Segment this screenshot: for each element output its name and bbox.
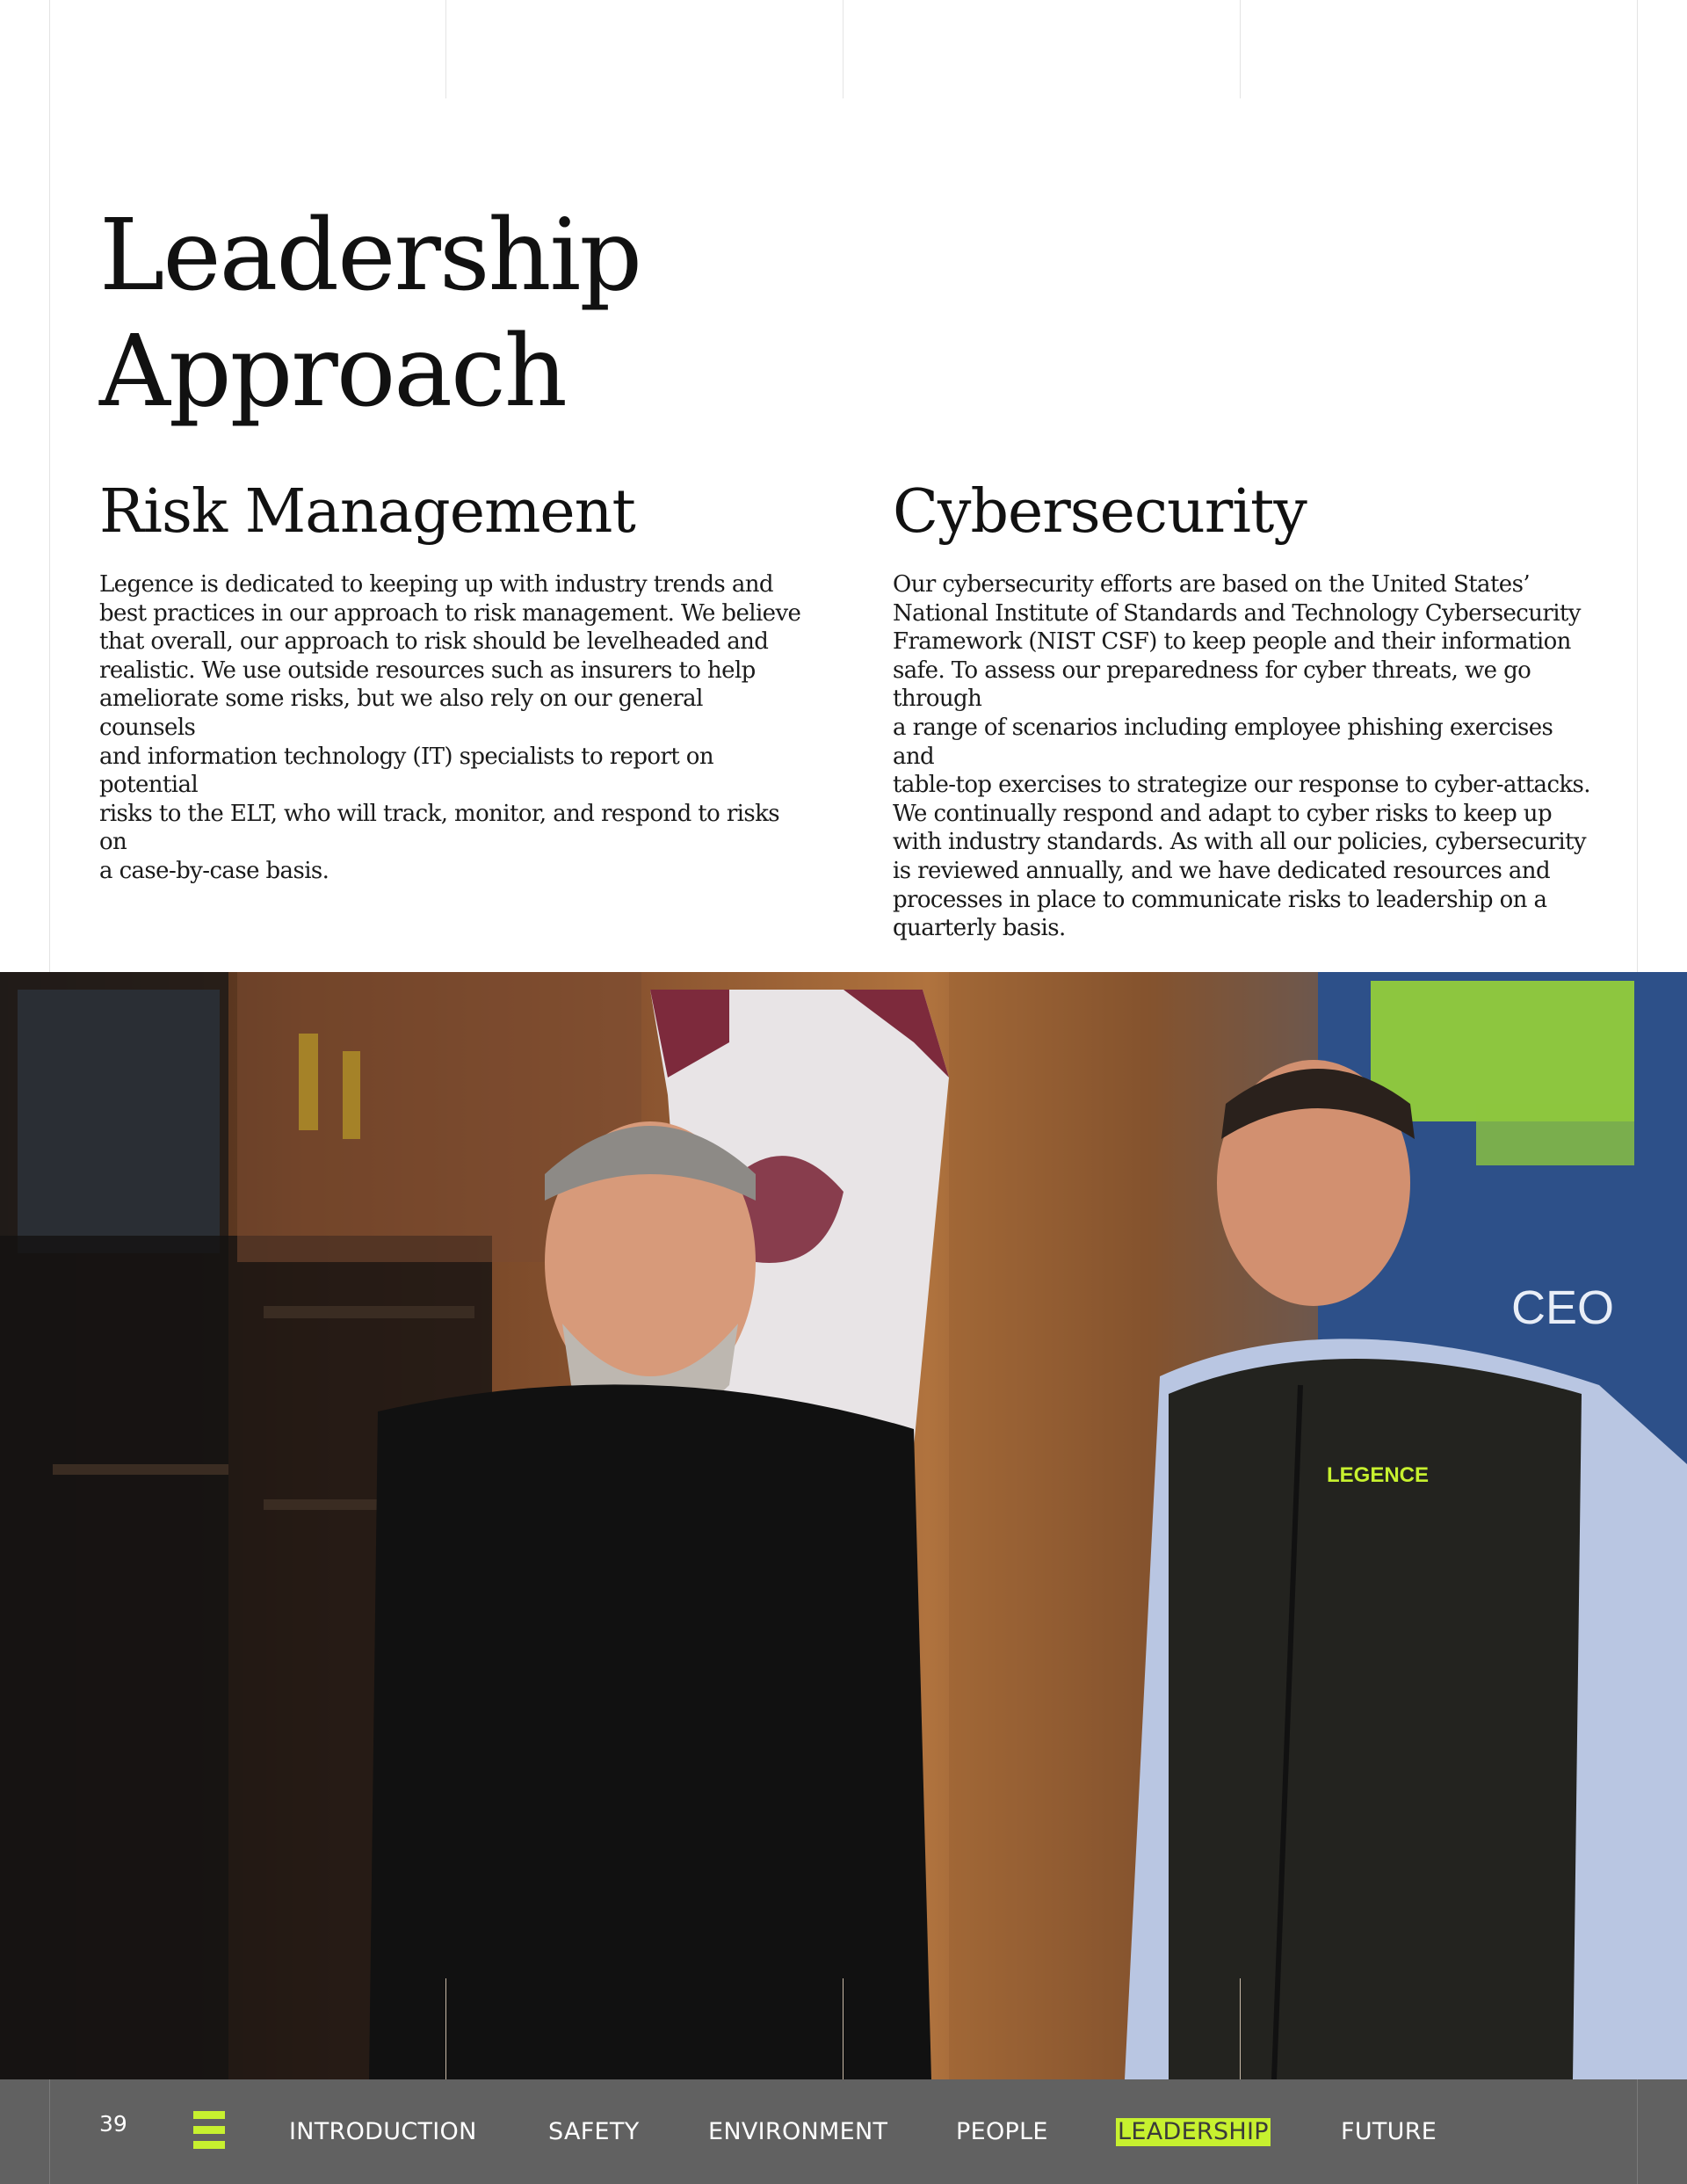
cybersecurity-section (893, 479, 1596, 943)
body-line: safe. To assess our preparedness for cyber threats, we go through (893, 657, 1531, 713)
body-line: We continually respond and adapt to cyber risks to keep up (893, 800, 1552, 827)
grid-line (843, 0, 844, 98)
body-line: Framework (NIST CSF) to keep people and their information (893, 628, 1571, 656)
body-line: Legence is dedicated to keeping up with industry trends and (99, 571, 773, 598)
leadership-photo (0, 972, 1687, 2079)
nav-introduction[interactable]: INTRODUCTION (289, 2118, 477, 2145)
grid-line (1240, 0, 1241, 98)
grid-line (49, 2079, 50, 2184)
grid-line (843, 1978, 844, 2079)
nav-people[interactable]: PEOPLE (956, 2118, 1048, 2145)
page-title-line: Leadership (99, 199, 641, 313)
body-line: processes in place to communicate risks to leadership on a (893, 886, 1547, 913)
section-body (893, 570, 1596, 943)
body-line: ameliorate some risks, but we also rely on our general counsels (99, 686, 703, 741)
section-body (99, 570, 802, 886)
page-title (99, 198, 641, 430)
footer-nav (0, 2079, 1687, 2184)
grid-line (445, 0, 446, 98)
photo-illustration (0, 972, 1687, 2079)
body-line: risks to the ELT, who will track, monitor, and respond to risks on (99, 800, 780, 856)
body-line: realistic. We use outside resources such as insurers to help (99, 657, 756, 684)
vest-logo: LEGENCE (1327, 1463, 1430, 1487)
grid-line (445, 1978, 446, 2079)
page-number: 39 (99, 2111, 127, 2137)
body-line: best practices in our approach to risk management. We believe (99, 599, 801, 627)
nav-leadership[interactable]: LEADERSHIP (1118, 2118, 1269, 2145)
body-line: Our cybersecurity efforts are based on the United States’ (893, 571, 1531, 598)
grid-line (1637, 2079, 1638, 2184)
body-line: a range of scenarios including employee phishing exercises and (893, 714, 1553, 770)
body-line: a case-by-case basis. (99, 857, 329, 884)
body-line: with industry standards. As with all our policies, cybersecurity (893, 829, 1586, 856)
screen-text: CEO (1511, 1281, 1615, 1334)
nav-future[interactable]: FUTURE (1341, 2118, 1437, 2145)
body-line: table-top exercises to strategize our response to cyber-attacks. (893, 772, 1590, 799)
nav-environment[interactable]: ENVIRONMENT (708, 2118, 888, 2145)
nav-safety[interactable]: SAFETY (548, 2118, 640, 2145)
section-heading: Risk Management (99, 477, 635, 547)
risk-management-section (99, 479, 802, 886)
body-line: that overall, our approach to risk should be levelheaded and (99, 628, 769, 656)
body-line: is reviewed annually, and we have dedicated resources and (893, 857, 1550, 884)
page-title-line: Approach (99, 315, 566, 429)
body-line: quarterly basis. (893, 915, 1066, 942)
grid-line (1240, 1978, 1241, 2079)
body-line: and information technology (IT) specialists to report on potential (99, 743, 713, 799)
menu-icon[interactable] (193, 2111, 225, 2150)
section-heading: Cybersecurity (893, 477, 1307, 547)
body-line: National Institute of Standards and Technology Cybersecurity (893, 599, 1581, 627)
